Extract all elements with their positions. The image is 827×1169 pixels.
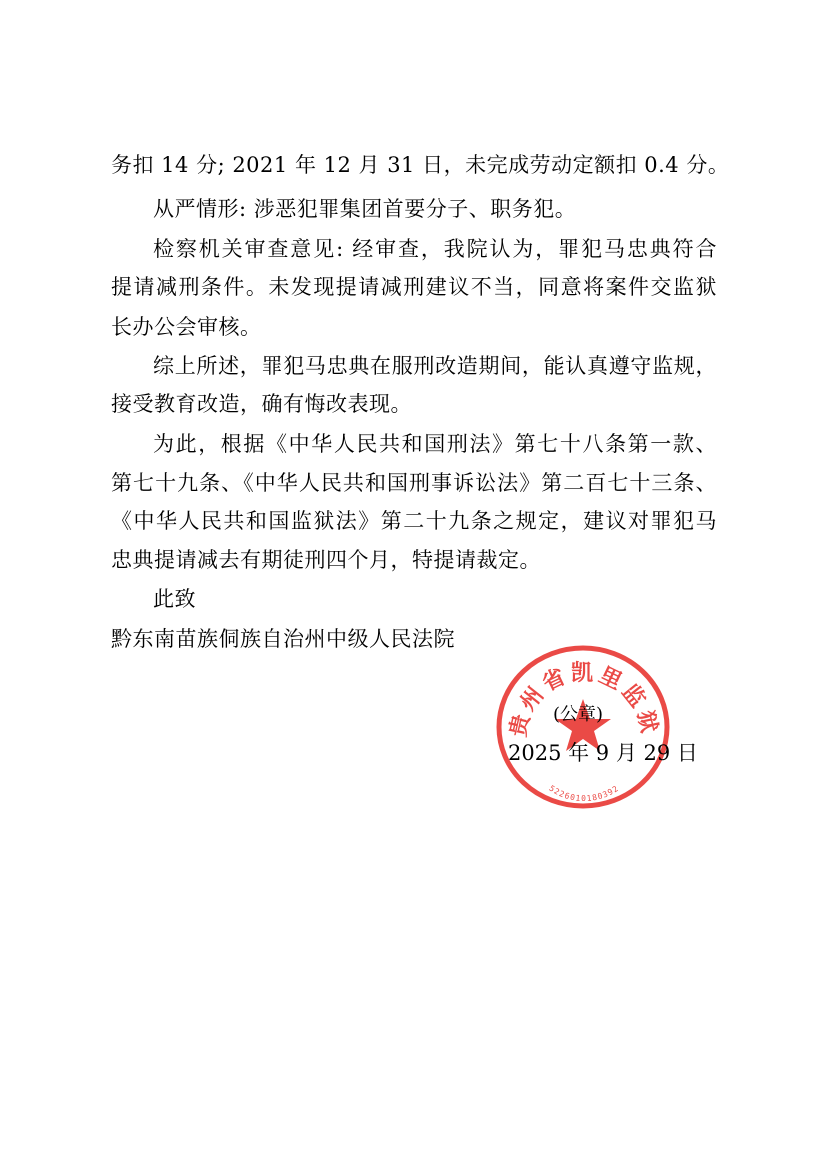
seal-text: 贵州省凯里监狱 bbox=[505, 659, 663, 740]
recipient-text: 黔东南苗族侗族自治州中级人民法院 bbox=[111, 627, 455, 651]
paragraph-line bbox=[111, 314, 262, 340]
paragraph-line bbox=[111, 547, 541, 573]
official-seal-icon bbox=[494, 643, 672, 811]
text-line: 从严情形: 涉恶犯罪集团首要分子、职务犯。 bbox=[153, 197, 577, 221]
paragraph-line bbox=[111, 152, 730, 178]
paragraph-line bbox=[111, 508, 717, 534]
paragraph-line bbox=[111, 470, 717, 496]
text-line: 务扣 14 分; 2021 年 12 月 31 日，未完成劳动定额扣 0.4 分。 bbox=[111, 153, 730, 177]
document-date: 2025 年 9 月 29 日 bbox=[508, 741, 698, 765]
seal-note: (公章) bbox=[553, 704, 604, 725]
paragraph-line bbox=[153, 196, 576, 222]
recipient bbox=[111, 626, 455, 652]
paragraph-line bbox=[111, 391, 412, 417]
text-line: 《中华人民共和国监狱法》第二十九条之规定，建议对罪犯马 bbox=[111, 509, 717, 533]
text-line: 为此，根据《中华人民共和国刑法》第七十八条第一款、 bbox=[153, 432, 717, 456]
paragraph-line bbox=[153, 353, 717, 379]
salutation-text: 此致 bbox=[153, 587, 196, 611]
seal-serial: 5226010180392 bbox=[547, 783, 621, 804]
salutation bbox=[153, 586, 196, 612]
text-line: 提请减刑条件。未发现提请减刑建议不当，同意将案件交监狱 bbox=[111, 275, 717, 299]
text-line: 综上所述，罪犯马忠典在服刑改造期间，能认真遵守监规， bbox=[153, 354, 717, 378]
text-line: 接受教育改造，确有悔改表现。 bbox=[111, 392, 412, 416]
paragraph-line bbox=[153, 431, 717, 457]
text-line: 忠典提请减去有期徒刑四个月，特提请裁定。 bbox=[111, 548, 541, 572]
paragraph-line bbox=[153, 236, 717, 262]
paragraph-line bbox=[111, 274, 717, 300]
text-line: 检察机关审查意见: 经审查，我院认为，罪犯马忠典符合 bbox=[153, 237, 717, 261]
text-line: 长办公会审核。 bbox=[111, 315, 262, 339]
text-line: 第七十九条、《中华人民共和国刑事诉讼法》第二百七十三条、 bbox=[111, 471, 717, 495]
